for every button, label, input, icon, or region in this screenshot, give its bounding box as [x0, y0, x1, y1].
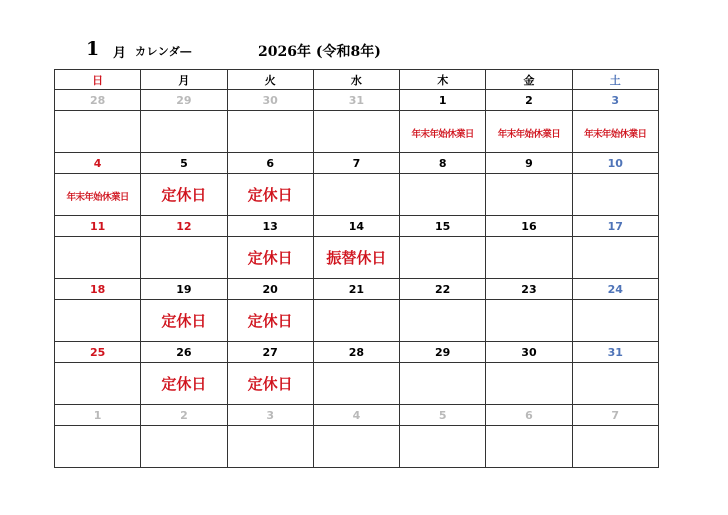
day-number: 7	[572, 405, 658, 426]
day-event-cell	[313, 237, 399, 279]
month-number: 1	[86, 38, 100, 60]
day-event-cell	[400, 363, 486, 405]
date-row	[55, 216, 659, 237]
day-event-cell	[572, 174, 658, 216]
day-event-cell	[141, 363, 227, 405]
event-row	[55, 111, 659, 153]
day-event-cell	[572, 300, 658, 342]
day-number: 14	[313, 216, 399, 237]
event-label: 年末年始休業日	[66, 192, 129, 203]
day-event-cell	[55, 174, 141, 216]
event-label: 定休日	[161, 312, 207, 330]
event-label: 振替休日	[326, 249, 387, 267]
day-number: 7	[313, 153, 399, 174]
day-event-cell	[55, 426, 141, 468]
day-number: 31	[313, 90, 399, 111]
date-row	[55, 342, 659, 363]
day-event-cell	[55, 111, 141, 153]
day-number: 8	[400, 153, 486, 174]
day-event-cell	[486, 363, 572, 405]
date-row	[55, 153, 659, 174]
day-number: 1	[55, 405, 141, 426]
weekday-header: 日	[55, 70, 141, 90]
day-event-cell	[55, 363, 141, 405]
day-event-cell	[227, 111, 313, 153]
day-event-cell	[486, 426, 572, 468]
day-event-cell	[313, 363, 399, 405]
day-event-cell	[572, 111, 658, 153]
day-number: 23	[486, 279, 572, 300]
calendar-grid	[54, 69, 659, 468]
weekday-header: 火	[227, 70, 313, 90]
day-number: 5	[400, 405, 486, 426]
day-event-cell	[486, 174, 572, 216]
day-number: 30	[227, 90, 313, 111]
day-number: 26	[141, 342, 227, 363]
day-number: 21	[313, 279, 399, 300]
day-number: 27	[227, 342, 313, 363]
day-event-cell	[227, 426, 313, 468]
event-label: 定休日	[161, 186, 207, 204]
day-number: 16	[486, 216, 572, 237]
day-event-cell	[227, 237, 313, 279]
day-event-cell	[313, 300, 399, 342]
day-number: 17	[572, 216, 658, 237]
day-number: 9	[486, 153, 572, 174]
day-number: 24	[572, 279, 658, 300]
event-row	[55, 237, 659, 279]
day-number: 18	[55, 279, 141, 300]
day-number: 29	[400, 342, 486, 363]
calendar-body	[55, 90, 659, 468]
date-row	[55, 405, 659, 426]
weekday-header: 金	[486, 70, 572, 90]
event-label: 定休日	[247, 186, 293, 204]
event-label: 定休日	[161, 375, 207, 393]
day-number: 1	[400, 90, 486, 111]
day-event-cell	[572, 426, 658, 468]
day-event-cell	[141, 111, 227, 153]
day-number: 30	[486, 342, 572, 363]
day-number: 15	[400, 216, 486, 237]
weekday-header: 木	[400, 70, 486, 90]
event-label: 年末年始休業日	[497, 129, 561, 140]
day-number: 29	[141, 90, 227, 111]
day-event-cell	[572, 363, 658, 405]
day-event-cell	[141, 237, 227, 279]
day-event-cell	[400, 426, 486, 468]
event-label: 定休日	[247, 312, 293, 330]
weekday-header-row	[55, 70, 659, 90]
event-label: 定休日	[247, 249, 293, 267]
day-number: 4	[313, 405, 399, 426]
event-row	[55, 174, 659, 216]
day-event-cell	[400, 237, 486, 279]
day-event-cell	[141, 426, 227, 468]
day-number: 12	[141, 216, 227, 237]
day-number: 22	[400, 279, 486, 300]
event-row	[55, 300, 659, 342]
day-event-cell	[141, 174, 227, 216]
day-number: 28	[55, 90, 141, 111]
calendar-title	[0, 40, 728, 66]
year-label: 2026年 (令和8年)	[258, 44, 381, 60]
day-number: 11	[55, 216, 141, 237]
day-number: 6	[227, 153, 313, 174]
event-label: 年末年始休業日	[411, 129, 474, 140]
day-event-cell	[400, 300, 486, 342]
day-number: 5	[141, 153, 227, 174]
month-kanji: 月	[113, 46, 127, 61]
weekday-header: 水	[313, 70, 399, 90]
day-number: 28	[313, 342, 399, 363]
day-event-cell	[227, 300, 313, 342]
day-number: 3	[572, 90, 658, 111]
day-event-cell	[141, 300, 227, 342]
day-event-cell	[572, 237, 658, 279]
day-number: 4	[55, 153, 141, 174]
day-event-cell	[486, 237, 572, 279]
day-number: 10	[572, 153, 658, 174]
day-number: 13	[227, 216, 313, 237]
day-event-cell	[400, 111, 486, 153]
day-event-cell	[400, 174, 486, 216]
day-event-cell	[55, 300, 141, 342]
event-label: 定休日	[247, 375, 293, 393]
day-number: 20	[227, 279, 313, 300]
date-row	[55, 279, 659, 300]
date-row	[55, 90, 659, 111]
day-event-cell	[486, 111, 572, 153]
day-event-cell	[227, 363, 313, 405]
day-event-cell	[486, 300, 572, 342]
day-number: 2	[486, 90, 572, 111]
day-number: 31	[572, 342, 658, 363]
day-event-cell	[313, 111, 399, 153]
weekday-header: 月	[141, 70, 227, 90]
calendar-label: カレンダ―	[135, 45, 192, 58]
day-number: 6	[486, 405, 572, 426]
day-event-cell	[313, 426, 399, 468]
day-number: 19	[141, 279, 227, 300]
day-event-cell	[227, 174, 313, 216]
event-label: 年末年始休業日	[584, 129, 647, 140]
event-row	[55, 363, 659, 405]
day-event-cell	[55, 237, 141, 279]
day-number: 2	[141, 405, 227, 426]
weekday-header: 土	[572, 70, 658, 90]
day-number: 25	[55, 342, 141, 363]
event-row	[55, 426, 659, 468]
day-event-cell	[313, 174, 399, 216]
day-number: 3	[227, 405, 313, 426]
